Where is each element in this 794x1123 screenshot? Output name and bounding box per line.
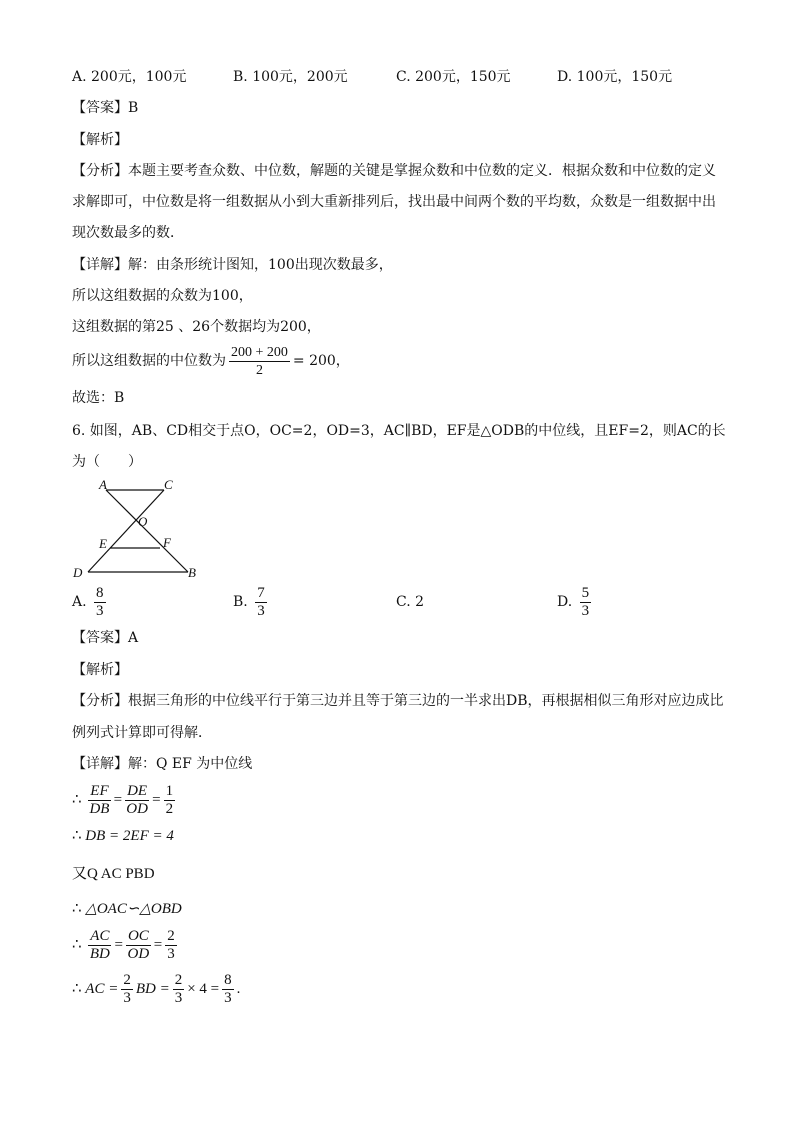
frac-ac-bd-den: BD: [89, 946, 110, 963]
q5-median-result: = 200，: [292, 353, 350, 369]
therefore-symbol: ∴: [72, 790, 82, 808]
q6-option-b-letter: B.: [233, 594, 248, 610]
math-line-1: ∴ $\frac{EF}{DB}$ = $\frac{DE}{OD}$ = $\frac{1}{2}$: [72, 783, 174, 818]
q5-median-line: [72, 341, 350, 381]
q5-analysis-line-2: 求解即可，中位数是将一组数据从小到大重新排列后，找出最中间两个数的平均数，众数是一组数据中出: [72, 194, 716, 210]
segment-ab: [106, 490, 188, 572]
q5-analysis-line-1: 【分析】本题主要考查众数、中位数，解题的关键是掌握众数和中位数的定义．根据众数和中位数的定义: [72, 163, 716, 179]
frac-2-3-a-den: 3: [123, 990, 131, 1007]
q6-detail-line-1: 【详解】解：Q EF 为中位线: [72, 756, 253, 772]
q6-option-b-den: 3: [257, 602, 265, 619]
frac-1-2-den: 2: [165, 801, 174, 818]
segment-cd: [88, 490, 164, 572]
q6-option-d-num: 5: [581, 584, 590, 601]
q6-option-d: [557, 582, 594, 622]
geometry-figure: [68, 478, 208, 583]
frac-ef-db-den: DB: [89, 801, 110, 818]
frac-1-2: [164, 783, 176, 818]
frac-ef-db-num: EF: [90, 783, 109, 800]
q5-option-d: D. 100元，150元: [557, 69, 673, 85]
therefore-symbol: ∴: [72, 935, 82, 953]
q6-option-a-num: 8: [96, 584, 104, 601]
q5-select: 故选：B: [72, 390, 125, 406]
q5-option-a: A. 200元，100元: [72, 69, 187, 85]
frac-1-2-num: 1: [165, 783, 174, 800]
q6-stem-line-1: 6. 如图，AB、CD相交于点O，OC=2，OD=3，AC∥BD，EF是△ODB的中位线，且EF=2，则AC的长: [72, 423, 726, 439]
q6-answer: 【答案】A: [72, 630, 139, 646]
q6-option-c: C. 2: [396, 594, 425, 610]
frac-2-3-num: 2: [167, 928, 175, 945]
q5-option-c: C. 200元，150元: [396, 69, 511, 85]
frac-oc-od-num: OC: [127, 928, 149, 945]
frac-oc-od-den: OD: [127, 946, 150, 963]
similar-triangles: △OAC∽△OBD: [85, 901, 182, 917]
q6-option-b-num: 7: [257, 584, 265, 601]
label-d: D: [73, 565, 83, 580]
q5-detail-line-1: 【详解】解：由条形统计图知，100出现次数最多，: [72, 257, 393, 273]
label-o: O: [138, 514, 148, 529]
q6-option-a-den: 3: [96, 602, 104, 619]
frac-8-3-den: 3: [224, 990, 232, 1007]
q6-analysis-line-1: 【分析】根据三角形的中位线平行于第三边并且等于第三边的一半求出DB，再根据相似三角形对应边成比: [72, 693, 724, 709]
math-line-5: ∴ $\frac{AC}{BD}$ = $\frac{OC}{OD}$ = $\frac{2}{3}$: [72, 928, 175, 963]
q6-option-a-fraction: [94, 585, 106, 620]
therefore-symbol: ∴: [72, 899, 82, 917]
frac-2-3-a: [121, 972, 133, 1007]
q5-option-b: B. 100元，200元: [233, 69, 348, 85]
frac-de-od-num: DE: [127, 783, 148, 800]
q6-option-d-fraction: [580, 585, 592, 620]
label-a: A: [99, 478, 107, 492]
math-line-6: [72, 966, 240, 1011]
q6-analysis-line-2: 例列式计算即可得解．: [72, 725, 212, 741]
q6-option-d-letter: D.: [557, 594, 573, 610]
q5-detail-line-2: 所以这组数据的众数为100，: [72, 288, 253, 304]
frac-2-3: [165, 928, 177, 963]
label-f: F: [163, 535, 171, 550]
q5-fraction-denominator: 2: [255, 362, 263, 378]
frac-2-3-b-den: 3: [174, 990, 183, 1007]
frac-2-3-den: 3: [167, 946, 175, 963]
q5-median-fraction: [229, 344, 290, 379]
frac-ac-bd: [88, 928, 111, 963]
frac-ef-db: [88, 783, 110, 818]
q5-fraction-numerator: 200 + 200: [231, 344, 288, 360]
q6-stem-line-2: 为（ ）: [72, 454, 142, 470]
label-c: C: [164, 478, 173, 492]
frac-ac-bd-num: AC: [90, 928, 110, 945]
q5-answer: 【答案】B: [72, 100, 139, 116]
frac-2-3-b-num: 2: [174, 972, 183, 989]
q6-jiexi-heading: 【解析】: [72, 662, 128, 678]
frac-oc-od: [126, 928, 151, 963]
bd-equals: BD =: [135, 981, 170, 997]
frac-de-od-den: OD: [126, 801, 148, 818]
therefore-symbol: ∴: [72, 826, 82, 844]
times-four: × 4 =: [187, 981, 220, 997]
math-line-3: 又Q AC PBD: [72, 866, 155, 882]
frac-8-3-num: 8: [224, 972, 232, 989]
math-line-2: [72, 826, 174, 845]
math-line-4: [72, 899, 182, 918]
q6-option-b-fraction: [255, 585, 267, 620]
frac-2-3-a-num: 2: [123, 972, 131, 989]
therefore-symbol: ∴: [72, 979, 82, 997]
db-equals: DB = 2EF = 4: [85, 828, 174, 844]
q5-detail-line-3: 这组数据的第25 、26个数据均为200，: [72, 319, 321, 335]
label-b: B: [188, 565, 196, 580]
q5-jiexi-heading: 【解析】: [72, 132, 128, 148]
q5-analysis-line-3: 现次数最多的数．: [72, 225, 184, 241]
frac-2-3-b: [173, 972, 185, 1007]
ac-equals: AC =: [85, 981, 119, 997]
q6-option-b: [233, 582, 270, 622]
q5-median-text: 所以这组数据的中位数为: [72, 353, 226, 369]
frac-8-3: [222, 972, 234, 1007]
frac-de-od: [125, 783, 149, 818]
final-period: .: [236, 981, 241, 997]
q6-option-d-den: 3: [581, 602, 590, 619]
q6-option-a-letter: A.: [72, 594, 87, 610]
label-e: E: [99, 536, 107, 551]
q6-option-a: [72, 582, 109, 622]
